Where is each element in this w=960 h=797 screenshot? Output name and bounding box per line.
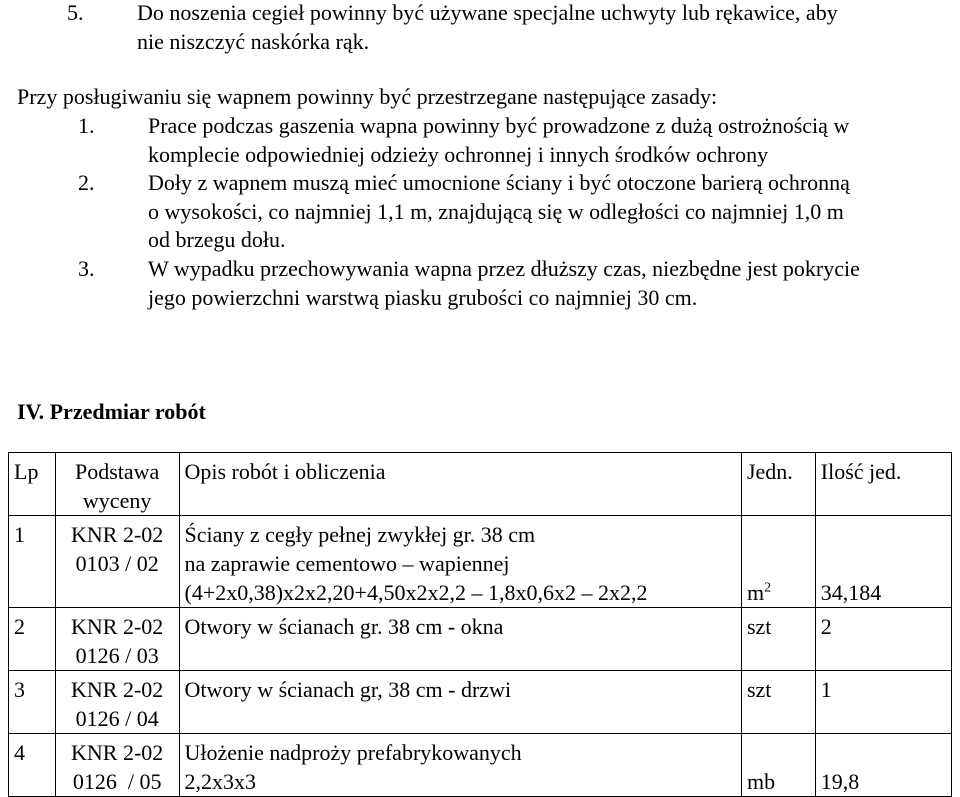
cell-jedn: mb bbox=[741, 734, 815, 797]
table-row bbox=[9, 671, 952, 734]
cell-ilosc: 2 bbox=[815, 608, 951, 671]
list-item-text: Do noszenia cegieł powinny być używane specjalne uchwyty lub rękawice, aby bbox=[137, 0, 838, 25]
table-row bbox=[9, 516, 952, 608]
przedmiar-table bbox=[8, 452, 952, 797]
cell-opis-line: Otwory w ścianach gr. 38 cm - okna bbox=[184, 614, 504, 639]
table-row bbox=[9, 734, 952, 797]
list-item-text: jego powierzchni warstwą piasku grubości co najmniej 30 cm. bbox=[148, 285, 698, 310]
list-item-number: 1. bbox=[78, 113, 95, 138]
cell-lp: 4 bbox=[9, 734, 56, 797]
header-podstawa-line: wyceny bbox=[82, 488, 152, 513]
table-header-row bbox=[9, 453, 952, 516]
header-jedn: Jedn. bbox=[741, 453, 815, 516]
list-item-number: 3. bbox=[78, 256, 95, 281]
cell-opis-line: Ułożenie nadproży prefabrykowanych bbox=[184, 740, 522, 765]
unit-text: m bbox=[746, 580, 765, 605]
cell-opis-line: Ściany z cegły pełnej zwykłej gr. 38 cm bbox=[184, 522, 536, 547]
header-ilosc: Ilość jed. bbox=[815, 453, 951, 516]
cell-lp: 1 bbox=[9, 516, 56, 608]
cell-ilosc: 19,8 bbox=[815, 734, 951, 797]
cell-ilosc: 1 bbox=[815, 671, 951, 734]
cell-podstawa-line: KNR 2-02 bbox=[71, 677, 164, 702]
cell-opis-line: Otwory w ścianach gr, 38 cm - drzwi bbox=[184, 677, 512, 702]
cell-opis bbox=[179, 608, 741, 671]
cell-lp: 3 bbox=[9, 671, 56, 734]
table-row bbox=[9, 608, 952, 671]
paragraph-intro: Przy posługiwaniu się wapnem powinny być przestrzegane następujące zasady: bbox=[17, 84, 718, 109]
cell-podstawa-line: 0126 / 04 bbox=[75, 706, 159, 731]
header-podstawa-line: Podstawa bbox=[74, 459, 160, 484]
list-item-text: Doły z wapnem muszą mieć umocnione ściany i być otoczone barierą ochronną bbox=[148, 170, 850, 195]
list-item-number: 5. bbox=[67, 0, 84, 25]
cell-podstawa bbox=[55, 516, 179, 608]
cell-podstawa-line: 0126 / 05 bbox=[72, 769, 162, 794]
cell-opis-line: (4+2x0,38)x2x2,20+4,50x2x2,2 – 1,8x0,6x2 – 2x2,2 bbox=[184, 580, 648, 605]
cell-jedn: szt bbox=[741, 671, 815, 734]
list-item-text: komplecie odpowiedniej odzieży ochronnej i innych środków ochrony bbox=[148, 142, 769, 167]
cell-opis-line: na zaprawie cementowo – wapiennej bbox=[184, 551, 510, 576]
header-opis: Opis robót i obliczenia bbox=[179, 453, 741, 516]
list-item-text: Prace podczas gaszenia wapna powinny być prowadzone z dużą ostrożnością w bbox=[148, 113, 850, 138]
list-item-text: o wysokości, co najmniej 1,1 m, znajdującą się w odległości co najmniej 1,0 m bbox=[148, 199, 844, 224]
list-item-text: W wypadku przechowywania wapna przez dłuższy czas, niezbędne jest pokrycie bbox=[148, 256, 860, 281]
cell-lp: 2 bbox=[9, 608, 56, 671]
cell-podstawa bbox=[55, 608, 179, 671]
cell-podstawa-line: 0126 / 03 bbox=[75, 643, 159, 668]
cell-opis bbox=[179, 734, 741, 797]
cell-jedn: szt bbox=[741, 608, 815, 671]
cell-podstawa bbox=[55, 734, 179, 797]
cell-podstawa-line: KNR 2-02 bbox=[71, 522, 164, 547]
unit-superscript: 2 bbox=[764, 580, 772, 596]
cell-opis bbox=[179, 516, 741, 608]
list-item-text: nie niszczyć naskórka rąk. bbox=[137, 29, 370, 54]
header-podstawa bbox=[55, 453, 179, 516]
cell-opis-line: 2,2x3x3 bbox=[184, 769, 256, 794]
section-heading: IV. Przedmiar robót bbox=[17, 399, 206, 424]
cell-podstawa-line: KNR 2-02 bbox=[71, 614, 164, 639]
cell-ilosc: 34,184 bbox=[815, 516, 951, 608]
list-item-text: od brzegu dołu. bbox=[148, 227, 286, 252]
cell-podstawa bbox=[55, 671, 179, 734]
cell-podstawa-line: KNR 2-02 bbox=[71, 740, 164, 765]
list-item-number: 2. bbox=[78, 170, 95, 195]
cell-jedn bbox=[741, 516, 815, 608]
header-lp: Lp bbox=[9, 453, 56, 516]
cell-opis bbox=[179, 671, 741, 734]
cell-podstawa-line: 0103 / 02 bbox=[75, 551, 159, 576]
